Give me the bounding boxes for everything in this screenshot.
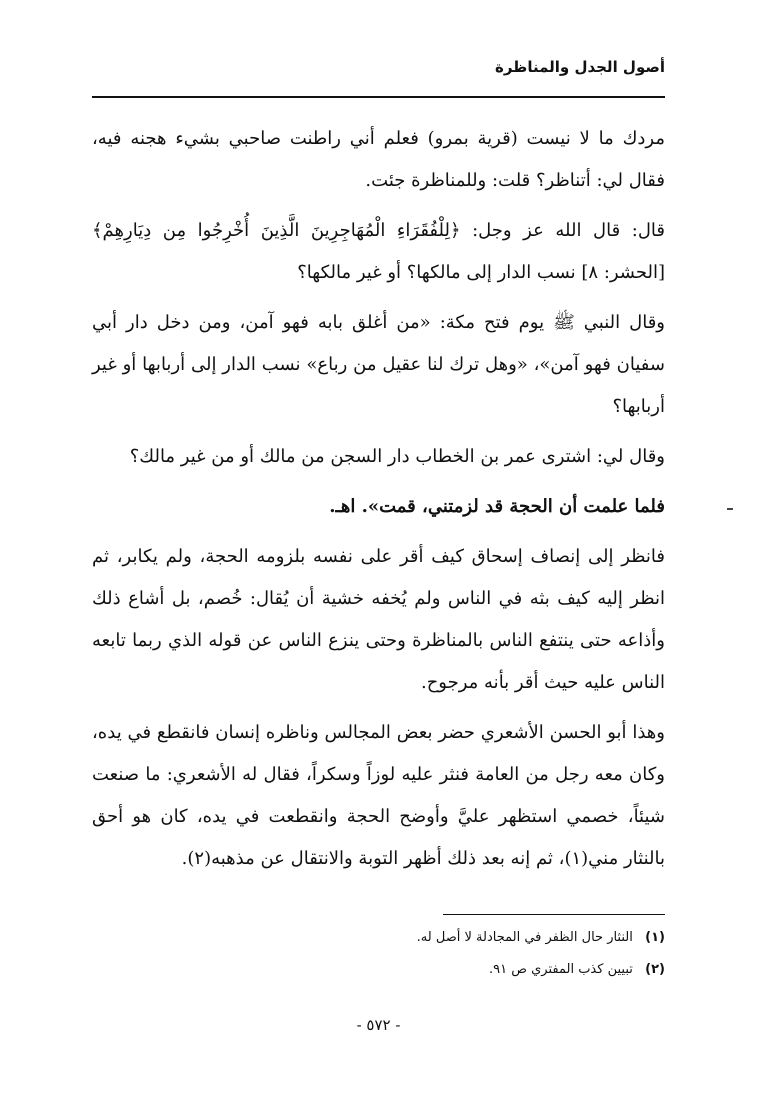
margin-mark — [727, 508, 733, 510]
paragraph-6: فانظر إلى إنصاف إسحاق كيف أقر على نفسه بلزومه الحجة، ولم يكابر، ثم انظر إليه كيف بثه في الناس ولم يُخفه خشية أن يُقال: خُصم، بل أشاع ذلك وأذاعه حتى ينتفع الناس بالمناظرة وحتى ينزع الناس عن قوله الذي ربما تابعه الناس عليه حيث أقر بأنه مرجوح. — [92, 546, 666, 693]
paragraph-5: فلما علمت أن الحجة قد لزمتني، قمت». اهـ. — [329, 496, 665, 517]
running-header: أصول الجدل والمناظرة — [495, 58, 665, 76]
header-rule — [92, 96, 665, 98]
paragraph-7: وهذا أبو الحسن الأشعري حضر بعض المجالس وناظره إنسان فانقطع في يده، وكان معه رجل من العامة فنثر عليه لوزاً وسكراً، فقال له الأشعري: ما صنعت شيئاً، خصمي استظهر عليَّ وأوضح الحجة وانقطعت في يده، كان هو أحق بالنثار مني(١)، ثم إنه بعد ذلك أظهر التوبة والانتقال عن مذهبه(٢). — [92, 722, 665, 869]
paragraph-3-hadith: وقال النبي ﷺ يوم فتح مكة: «من أغلق بابه فهو آمن، ومن دخل دار أبي سفيان فهو آمن»، «وهل ترك لنا عقيل من رباع» نسب الدار إلى أربابها أو غير أربابها؟ — [92, 312, 665, 417]
footnote-1 — [92, 922, 665, 954]
footnote-1-number: (١) — [645, 930, 665, 945]
footnote-1-text: النثار حال الظفر في المجادلة لا أصل له. — [416, 930, 633, 945]
main-text — [92, 118, 665, 880]
footnote-rule — [443, 914, 665, 915]
page-number: - ٥٧٢ - — [356, 1016, 401, 1034]
paragraph-4: وقال لي: اشترى عمر بن الخطاب دار السجن من مالك أو من غير مالك؟ — [129, 446, 665, 467]
footnote-2-text: تبيين كذب المفتري ص ٩١. — [489, 962, 633, 977]
paragraph-2-quran: قال: قال الله عز وجل: ﴿لِلْفُقَرَاءِ الْمُهَاجِرِينَ الَّذِينَ أُخْرِجُوا مِن دِيَارِهِمْ﴾ [الحشر: ٨] نسب الدار إلى مالكها؟ أو غير مالكها؟ — [92, 220, 665, 283]
footnote-2 — [92, 954, 665, 986]
paragraph-1: مردك ما لا نيست (قرية بمرو) فعلم أني راطنت صاحبي بشيء هجنه فيه، فقال لي: أتناظر؟ قلت: وللمناظرة جئت. — [92, 128, 665, 191]
footnote-2-number: (٢) — [645, 962, 665, 977]
footnotes — [92, 922, 665, 986]
